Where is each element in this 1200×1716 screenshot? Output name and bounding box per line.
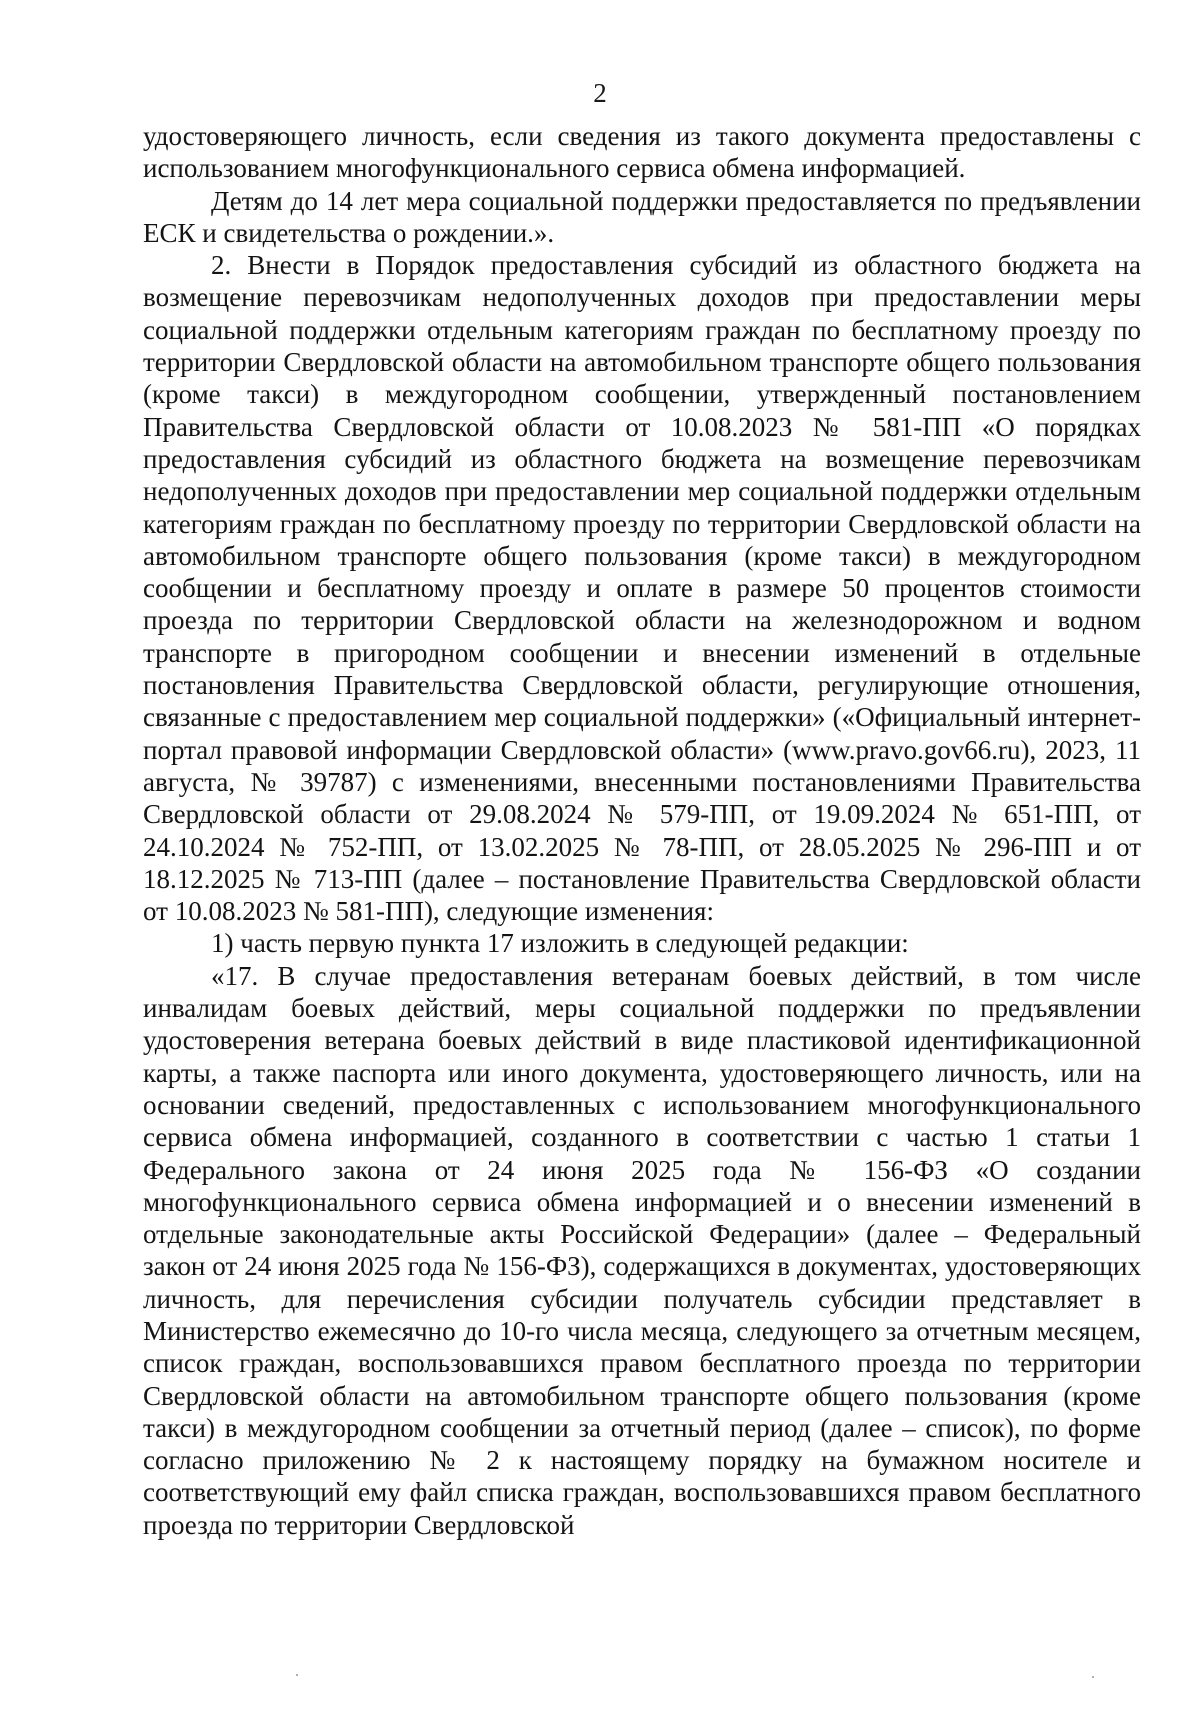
paragraph-subitem-1: 1) часть первую пункта 17 изложить в следующей редакции: [211,928,909,959]
paragraph-point-17: «17. В случае предоставления ветеранам боевых действий, в том числе инвалидам боевых действий, меры социальной поддержки по предъявлении удостоверения ветерана боевых действий в виде пластиковой идентификационной карты, а также паспорта или иного документа, удостоверяющего личность, или на основании сведений, предоставленных с использованием многофункционального сервиса обмена информацией, созданного в соответствии с частью 1 статьи 1 Федерального закона от 24 июня 2025 года № 156-ФЗ «О создании многофункционального сервиса обмена информацией и о внесении изменений в отдельные законодательные акты Российской Федерации» (далее – Федеральный закон от 24 июня 2025 года № 156-ФЗ), содержащихся в документах, удостоверяющих личность, для перечисления субсидии получатель субсидии представляет в Министерство ежемесячно до 10-го числа месяца, следующего за отчетным месяцем, список граждан, воспользовавшихся правом бесплатного проезда по территории Свердловской области на автомобильном транспорте общего пользования (кроме такси) в междугородном сообщении за отчетный период (далее – список), по форме согласно приложению № 2 к настоящему порядку на бумажном носителе и соответствующий ему файл списка граждан, воспользовавшихся правом бесплатного проезда по территории Свердловской [143,960,1141,1540]
page-number: 2 [593,78,607,108]
scan-speck [1092,1676,1094,1678]
scan-speck [296,1674,298,1676]
paragraph-item-2: 2. Внести в Порядок предоставления субсидий из областного бюджета на возмещение перевозчикам недополученных доходов при предоставлении меры социальной поддержки отдельным категориям граждан по бесплатному проезду по территории Свердловской области на автомобильном транспорте общего пользования (кроме такси) в междугородном сообщении, утвержденный постановлением Правительства Свердловской области от 10.08.2023 № 581-ПП «О порядках предоставления субсидий из областного бюджета на возмещение перевозчикам недополученных доходов при предоставлении мер социальной поддержки отдельным категориям граждан по бесплатному проезду по территории Свердловской области на автомобильном транспорте общего пользования (кроме такси) в междугородном сообщении и бесплатному проезду и оплате в размере 50 процентов стоимости проезда по территории Свердловской области на железнодорожном и водном транспорте в пригородном сообщении и внесении изменений в отдельные постановления Правительства Свердловской области, регулирующие отношения, связанные с предоставлением мер социальной поддержки» («Официальный интернет-портал правовой информации Свердловской области» (www.pravo.gov66.ru), 2023, 11 августа, № 39787) с изменениями, внесенными постановлениями Правительства Свердловской области от 29.08.2024 № 579-ПП, от 19.09.2024 № 651-ПП, от 24.10.2024 № 752-ПП, от 13.02.2025 № 78-ПП, от 28.05.2025 № 296-ПП и от 18.12.2025 № 713-ПП (далее – постановление Правительства Свердловской области от 10.08.2023 № 581-ПП), следующие изменения: [143,250,1141,927]
paragraph-children: Детям до 14 лет мера социальной поддержки предоставляется по предъявлении ЕСК и свидетельства о рождении.». [143,185,1141,248]
paragraph-continuation: удостоверяющего личность, если сведения из такого документа предоставлены с использованием многофункционального сервиса обмена информацией. [143,121,1141,184]
document-body [143,120,1141,1541]
